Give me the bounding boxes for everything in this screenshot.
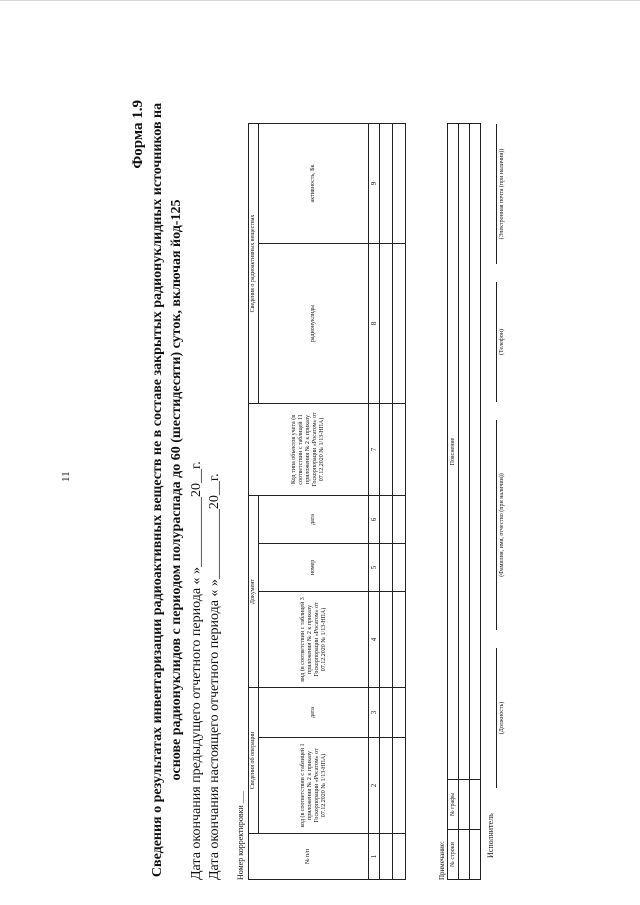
- header-npp: № п/п: [249, 834, 369, 880]
- position-caption: (Должность): [499, 701, 505, 735]
- table-cell[interactable]: [393, 403, 406, 495]
- executor-label: Исполнитель: [486, 813, 495, 858]
- column-number: 3: [369, 687, 380, 737]
- correction-number: Номер корректировки ___: [236, 791, 245, 880]
- table-cell[interactable]: [380, 591, 393, 687]
- table-cell[interactable]: [459, 780, 470, 830]
- current-period-date: Дата окончания настоящего отчетного периода « »__________20__г.: [207, 473, 222, 880]
- header-document-group: Документ: [249, 495, 259, 687]
- header-activity: активность, Бк: [259, 123, 369, 243]
- table-cell[interactable]: [393, 738, 406, 834]
- table-cell[interactable]: [470, 124, 481, 780]
- column-number: 2: [369, 738, 380, 834]
- email-line[interactable]: [496, 124, 497, 264]
- table-cell[interactable]: [459, 124, 470, 780]
- page-number: 11: [60, 471, 72, 482]
- header-substances-group: Сведения о радиоактивных веществах: [249, 123, 259, 403]
- table-cell[interactable]: [380, 403, 393, 495]
- column-number: 5: [369, 543, 380, 591]
- table-cell[interactable]: [393, 123, 406, 243]
- column-number: 4: [369, 591, 380, 687]
- note-header-row-no: № строки: [448, 830, 459, 880]
- table-row: [459, 124, 470, 880]
- table-cell[interactable]: [380, 738, 393, 834]
- table-cell[interactable]: [380, 495, 393, 543]
- table-cell[interactable]: [380, 543, 393, 591]
- name-caption: (Фамилия, имя, отчество (при наличии)): [499, 473, 505, 577]
- header-op-code: код (в соответствии с таблицей 1 приложения № 2 к приказу Госкорпорации «Росатом» от 07.12.2020 № 1/13-НПА): [259, 738, 369, 834]
- header-radionuclides: радионуклиды: [259, 243, 369, 403]
- table-row: [470, 124, 481, 880]
- email-caption: (Электронная почта (при наличии)): [499, 148, 505, 240]
- header-op-date: дата: [259, 687, 369, 737]
- table-cell[interactable]: [459, 830, 470, 880]
- table-cell[interactable]: [393, 687, 406, 737]
- header-doc-number: номер: [259, 543, 369, 591]
- note-table: [447, 123, 481, 880]
- table-cell[interactable]: [393, 495, 406, 543]
- note-label: Примечание:: [438, 841, 446, 880]
- note-header-explanation: Пояснение: [448, 124, 459, 780]
- table-cell[interactable]: [470, 780, 481, 830]
- table-cell[interactable]: [470, 830, 481, 880]
- table-cell[interactable]: [393, 591, 406, 687]
- table-cell[interactable]: [380, 123, 393, 243]
- table-cell[interactable]: [380, 687, 393, 737]
- column-number: 7: [369, 403, 380, 495]
- table-cell[interactable]: [380, 834, 393, 880]
- header-doc-type: вид (в соответствии с таблицей 3 приложения № 2 к приказу Госкорпорации «Росатом» от 07.12.2020 № 1/13-НПА): [259, 591, 369, 687]
- table-cell[interactable]: [393, 543, 406, 591]
- column-number: 8: [369, 243, 380, 403]
- form-title: Сведения о результатах инвентаризации радиоактивных веществ не в составе закрытых радионуклидных источников на основе радионуклидов с периодом полураспада до 60 (шестидесяти) суток, включая йод-125: [150, 102, 184, 878]
- header-object-code: Код типа объектов учета (в соответствии с таблицей 11 приложения № 2 к приказу Госкорпорации «Росатом» от 07.12.2020 № 1/13-НПА): [249, 403, 369, 495]
- name-line[interactable]: [496, 420, 497, 630]
- column-number-row: [369, 123, 380, 879]
- table-cell[interactable]: [393, 834, 406, 880]
- note-header-col-no: № графы: [448, 780, 459, 830]
- column-number: 9: [369, 123, 380, 243]
- table-row: [393, 123, 406, 879]
- table-row: [380, 123, 393, 879]
- phone-line[interactable]: [496, 282, 497, 402]
- header-operation-group: Сведения об операции: [249, 687, 259, 833]
- rotated-form-sheet: [130, 100, 510, 880]
- form-number: Форма 1.9: [130, 100, 146, 169]
- previous-period-date: Дата окончания предыдущего отчетного периода « »__________20__г.: [189, 461, 204, 880]
- inventory-table: [248, 123, 406, 880]
- column-number: 6: [369, 495, 380, 543]
- header-doc-date: дата: [259, 495, 369, 543]
- table-cell[interactable]: [393, 243, 406, 403]
- phone-caption: (Телефон): [499, 329, 505, 355]
- column-number: 1: [369, 834, 380, 880]
- position-line[interactable]: [496, 648, 497, 788]
- table-cell[interactable]: [380, 243, 393, 403]
